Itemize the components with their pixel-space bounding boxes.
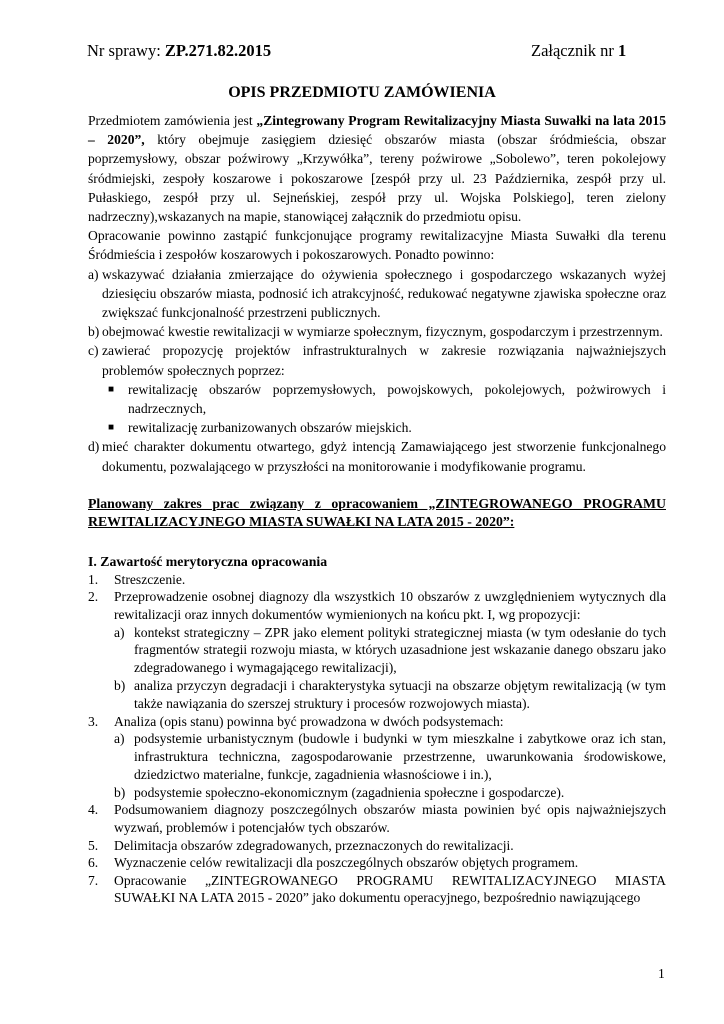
sub-item: a) kontekst strategiczny – ZPR jako element polityki strategicznej miasta (w tym odesłanie do tych fragmentów strategii rozwoju miasta, w których uzasadnione jest wskazanie danego obszaru jako zdegradowanego i wymagającego rewitalizacji), bbox=[114, 624, 666, 676]
attachment-number: 1 bbox=[618, 41, 627, 60]
numbered-item: 5. Delimitacja obszarów zdegradowanych, przeznaczonych do rewitalizacji. bbox=[88, 837, 514, 853]
page-number: 1 bbox=[658, 966, 665, 981]
numbered-item: 6. Wyznaczenie celów rewitalizacji dla poszczególnych obszarów objętych programem. bbox=[88, 855, 579, 871]
numbered-item: 7. Opracowanie „ZINTEGROWANEGO PROGRAMU REWITALIZACYJNEGO MIASTA SUWAŁKI NA LATA 2015 - 2020” jako dokumentu operacyjnego, bezpośrednio nawiązującego bbox=[88, 872, 666, 906]
case-number-header bbox=[87, 41, 271, 61]
sub-item: b) podsystemie społeczno-ekonomicznym (zagadnienia społeczne i gospodarcze). bbox=[114, 784, 565, 800]
list-item: a) wskazywać działania zmierzające do ożywienia społecznego i gospodarczego wskazanych wyżej dziesięciu obszarów miasta, podnosić ich atrakcyjność, redukować negatywne zjawiska społeczne oraz zwiększać funkcjonalność przestrzeni publicznych. bbox=[88, 266, 666, 321]
intro-paragraph: Przedmiotem zamówienia jest „Zintegrowany Program Rewitalizacyjny Miasta Suwałki na lata 2015 – 2020”, który obejmuje zasięgiem dziesięć obszarów miasta (obszar śródmieścia, obszar poprzemysłowy, obszar poźwirowy „Krzywółka”, tereny poźwirowe „Sobolewo”, teren pokolejowy śródmiejski, zespoły koszarowe i pokoszarowe [zespół przy ul. 23 Października, zespół przy ul. Pułaskiego, zespół przy ul. Sejneńskiej, zespół przy ul. Wojska Polskiego], teren zielony nadrzeczny),wskazanych na mapie, stanowiącej załącznik do przedmiotu opisu. bbox=[88, 113, 667, 225]
document-body bbox=[88, 111, 666, 907]
square-bullet-icon: ■ bbox=[108, 383, 115, 395]
bullet-item: ■ rewitalizację zurbanizowanych obszarów miejskich. bbox=[88, 418, 666, 437]
document-title: OPIS PRZEDMIOTU ZAMÓWIENIA bbox=[228, 84, 496, 101]
square-bullet-icon: ■ bbox=[108, 422, 115, 434]
list-item: b) obejmować kwestie rewitalizacji w wymiarze społecznym, fizycznym, gospodarczym i przestrzennym. bbox=[88, 324, 663, 340]
section-1-title: I. Zawartość merytoryczna opracowania bbox=[88, 553, 328, 569]
attachment-label: Załącznik nr bbox=[531, 41, 614, 60]
attachment-header bbox=[531, 41, 626, 61]
numbered-item: 1. Streszczenie. bbox=[88, 571, 186, 587]
list-item: c) zawierać propozycję projektów infrastrukturalnych w zakresie rozwiązania najważniejszych problemów społecznych poprzez: bbox=[88, 343, 666, 378]
case-number: ZP.271.82.2015 bbox=[164, 41, 272, 60]
numbered-item: 4. Podsumowaniem diagnozy poszczególnych obszarów miasta powinien być opis najważniejszych wyzwań, problemów i potencjałów tych obszarów. bbox=[88, 802, 666, 836]
sub-item: b) analiza przyczyn degradacji i charakterystyka sytuacji na obszarze objętym rewitalizacją (w tym także nawiązania do szerszej struktury i procesów rozwojowych miasta). bbox=[114, 678, 666, 711]
numbered-item: 3. Analiza (opis stanu) powinna być prowadzona w dwóch podsystemach: bbox=[88, 713, 504, 729]
list-item: d) mieć charakter dokumentu otwartego, gdyż intencją Zamawiającego jest stworzenie funkcjonalnego dokumentu, pozwalającego w przyszłości na monitorowanie i modyfikowanie programu. bbox=[88, 439, 666, 474]
program-name: „Zintegrowany Program Rewitalizacyjny Miasta Suwałki na lata 2015 – 2020”, bbox=[88, 113, 666, 148]
intro-paragraph-2: Opracowanie powinno zastąpić funkcjonujące programy rewitalizacyjne Miasta Suwałki dla terenu Śródmieścia i zespołów koszarowych i pokoszarowych. Ponadto powinno: bbox=[88, 228, 666, 263]
sub-item: a) podsystemie urbanistycznym (budowle i budynki w tym mieszkalne i zabytkowe oraz ich stan, infrastruktura techniczna, zagospodarowanie przestrzenne, uwarunkowania środowiskowe, dziedzictwo materialne, funkcje, zagadnienia własnościowe i in.), bbox=[114, 731, 666, 782]
bullet-item: ■ rewitalizację obszarów poprzemysłowych, powojskowych, pokolejowych, pożwirowych i nadrzecznych, bbox=[88, 380, 666, 418]
scope-heading: Planowany zakres prac związany z opracowaniem „ZINTEGROWANEGO PROGRAMU REWITALIZACYJNEGO MIASTA SUWAŁKI NA LATA 2015 - 2020”: bbox=[88, 495, 666, 530]
numbered-item: 2. Przeprowadzenie osobnej diagnozy dla wszystkich 10 obszarów z uwzględnieniem wytycznych dla rewitalizacji oraz innych dokumentów wymienionych na końcu pkt. I, wg propozycji: bbox=[88, 589, 666, 623]
case-label: Nr sprawy: bbox=[87, 41, 161, 60]
